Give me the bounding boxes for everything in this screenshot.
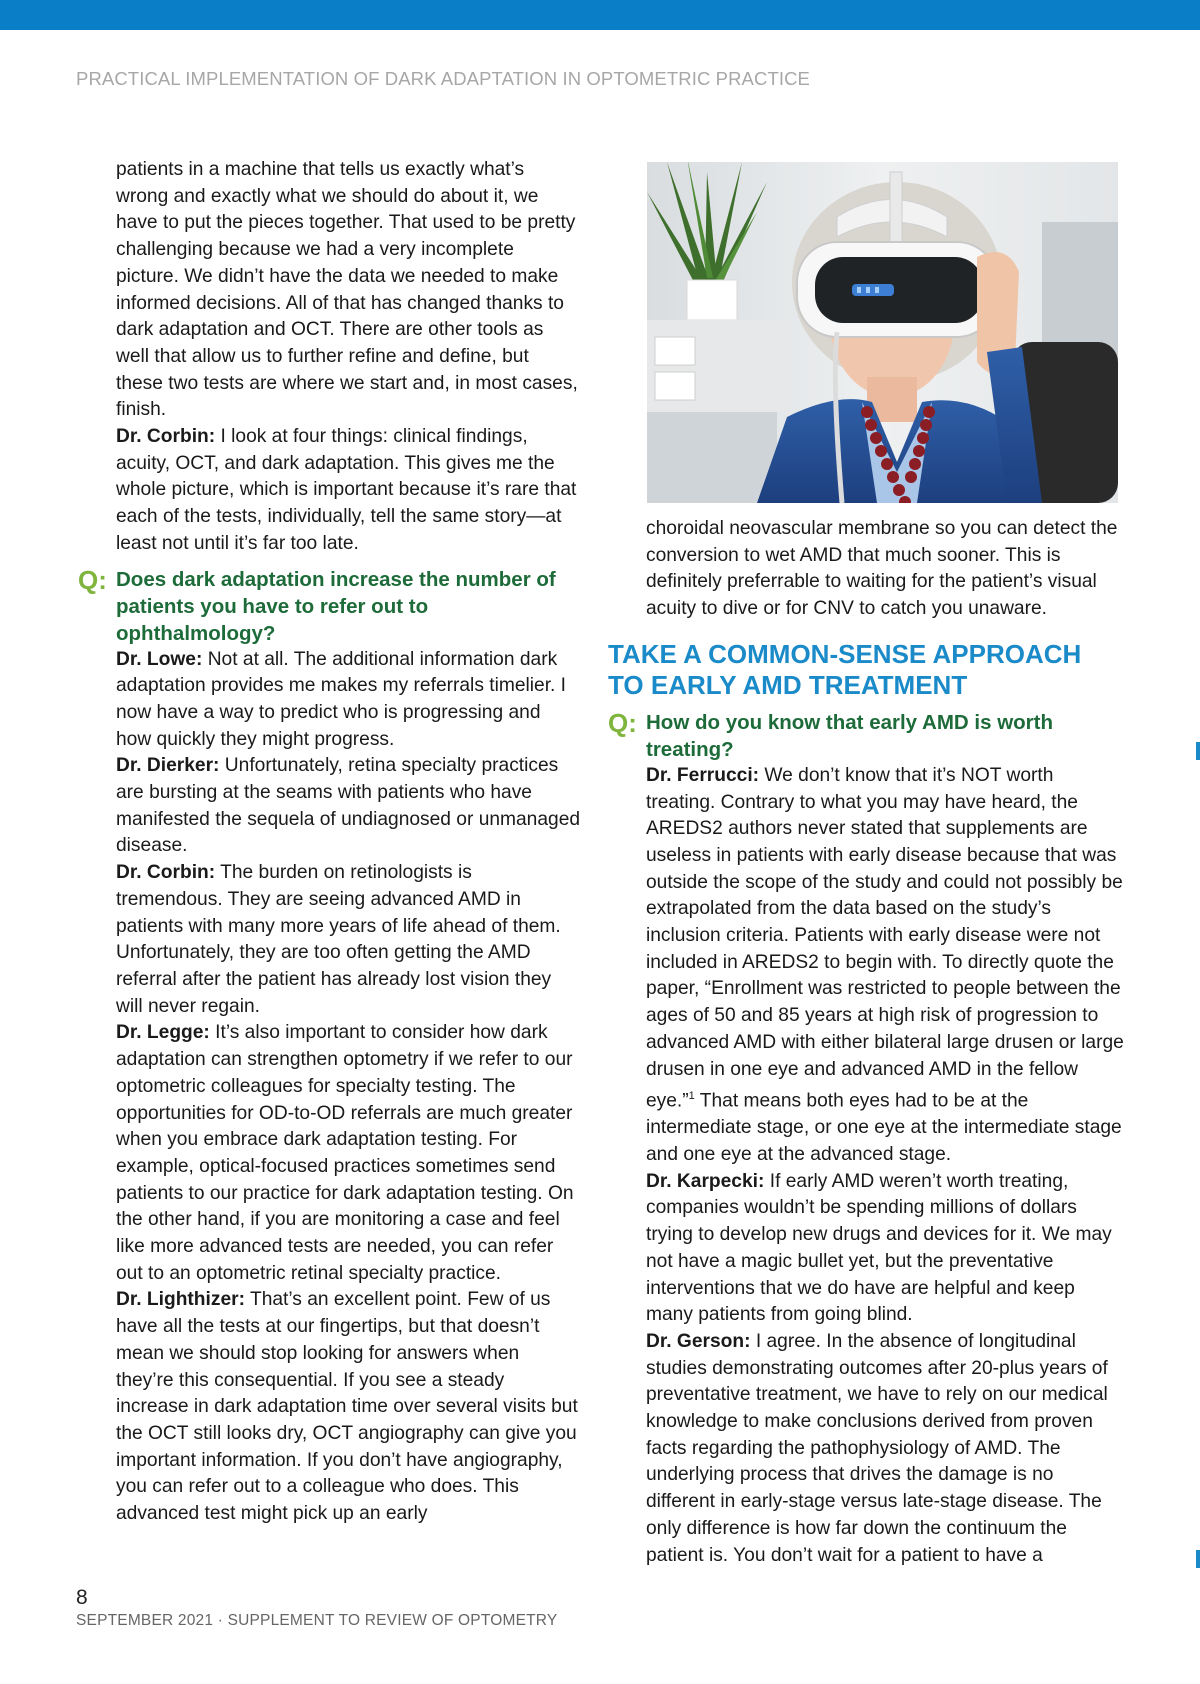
answer-paragraph	[646, 1329, 1126, 1569]
page-number: 8	[76, 1586, 88, 1609]
answer-paragraph	[116, 753, 581, 860]
right-column	[608, 516, 1126, 1569]
section-heading-line: TAKE A COMMON-SENSE APPROACH	[608, 638, 1082, 669]
answer-text: I agree. In the absence of longitudinal studies demonstrating outcomes after 20-plus years of preventative treatment, we have to rely on our medical knowledge to make conclusions derived from proven facts regarding the pathophysiology of AMD. The underlying process that drives the damage is no different in early-stage versus late-stage disease. The only difference is how far down the continuum the patient is. You don’t wait for a patient to have a	[646, 1330, 1108, 1566]
answer-text: I look at four things: clinical findings, acuity, OCT, and dark adaptation. This gives me the whole picture, which is important because it’s rare that each of the tests, individually, tell the same story—at least not until it’s far too late.	[116, 426, 577, 554]
edge-marker	[1196, 742, 1200, 760]
answer-paragraph	[116, 1020, 581, 1287]
answer-paragraph	[646, 1169, 1126, 1329]
speaker-name: Dr. Corbin:	[116, 862, 216, 884]
answer-text: That means both eyes had to be at the intermediate stage, or one eye at the intermediate stage and one eye at the advanced stage.	[646, 1090, 1122, 1166]
speaker-name: Dr. Lowe:	[116, 648, 203, 670]
speaker-name: Dr. Legge:	[116, 1022, 210, 1044]
answer-text: That’s an excellent point. Few of us have all the tests at our fingertips, but that doesn’t mean we should stop looking for answers when they’re this consequential. If you see a steady increase in dark adaptation time over several visits but the OCT still looks dry, OCT angiography can give you important information. If you don’t have angiography, you can refer out to a colleague who does. This advanced test might pick up an early	[116, 1289, 578, 1525]
speaker-name: Dr. Ferrucci:	[646, 764, 760, 786]
edge-marker	[1196, 1550, 1200, 1568]
answer-paragraph	[116, 647, 581, 754]
answer-text: It’s also important to consider how dark adaptation can strengthen optometry if we refer to our optometric colleagues for specialty testing. The opportunities for OD-to-OD referrals are much greater when you embrace dark adaptation testing. For example, optical-focused practices sometimes send patients to our practice for dark adaptation testing. On the other hand, if you are monitoring a case and feel like more advanced tests are needed, you can refer out to an optometric retinal specialty practice.	[116, 1022, 574, 1284]
speaker-name: Dr. Lighthizer:	[116, 1289, 245, 1311]
left-column	[78, 157, 581, 1528]
speaker-name: Dr. Corbin:	[116, 426, 216, 448]
answer-paragraph	[646, 763, 1126, 1169]
answer-text: The burden on retinologists is tremendous. They are seeing advanced AMD in patients with many more years of life ahead of them. Unfortunately, they are too often getting the AMD referral after the patient has already lost vision they will never regain.	[116, 862, 561, 1017]
speaker-name: Dr. Gerson:	[646, 1330, 751, 1352]
speaker-name: Dr. Karpecki:	[646, 1170, 765, 1192]
answer-paragraph	[116, 860, 581, 1020]
section-heading	[608, 639, 1126, 701]
answer-text: Not at all. The additional information dark adaptation provides me makes my referrals timelier. I now have a way to predict who is progressing and how quickly they might progress.	[116, 648, 567, 750]
question-block	[608, 707, 1126, 763]
running-head: PRACTICAL IMPLEMENTATION OF DARK ADAPTATION IN OPTOMETRIC PRACTICE	[76, 68, 810, 89]
question-text: Does dark adaptation increase the number of patients you have to refer out to ophthalmology?	[116, 567, 556, 645]
question-block	[78, 564, 581, 647]
answer-paragraph	[116, 1287, 581, 1527]
answer-text: If early AMD weren’t worth treating, companies wouldn’t be spending millions of dollars trying to develop new drugs and devices for it. We may not have a magic bullet yet, but the preventative interventions that we do have are helpful and keep many patients from going blind.	[646, 1170, 1112, 1326]
question-text: How do you know that early AMD is worth treating?	[646, 710, 1053, 761]
answer-text: We don’t know that it’s NOT worth treating. Contrary to what you may have heard, the AREDS2 authors never stated that supplements are useless in patients with early disease because that was outside the scope of the study and could not possibly be extrapolated from the data based on the study’s inclusion criteria. Patients with early disease were not included in AREDS2 to begin with. To directly quote the paper, “Enrollment was restricted to people between the ages of 50 and 85 years at high risk of progression to advanced AMD with either bilateral large drusen or large drusen in one eye and advanced AMD in the fellow eye.”	[646, 764, 1124, 1112]
footer: SEPTEMBER 2021 · SUPPLEMENT TO REVIEW OF OPTOMETRY	[76, 1612, 558, 1629]
footnote-marker: 1	[688, 1090, 695, 1103]
top-color-bar	[0, 0, 1200, 30]
question-marker: Q:	[78, 564, 107, 595]
question-marker: Q:	[608, 707, 637, 738]
answer-text: Unfortunately, retina specialty practices are bursting at the seams with patients who have manifested the sequela of undiagnosed or unmanaged disease.	[116, 755, 581, 857]
continuation-paragraph: choroidal neovascular membrane so you can detect the conversion to wet AMD that much sooner. This is definitely preferrable to waiting for the patient’s visual acuity to dive or for CNV to catch you unaware.	[646, 518, 1118, 620]
photo-illustration	[647, 162, 1118, 503]
answer-paragraph	[116, 424, 581, 558]
intro-paragraph: patients in a machine that tells us exactly what’s wrong and exactly what we should do about it, we have to put the pieces together. That used to be pretty challenging because we had a very incomplete picture. We didn’t have the data we needed to make informed decisions. All of that has changed thanks to dark adaptation and OCT. There are other tools as well that allow us to further refine and define, but these two tests are where we start and, in most cases, finish.	[116, 159, 578, 421]
patient-headset-photo	[647, 162, 1118, 503]
section-heading-line: TO EARLY AMD TREATMENT	[608, 669, 968, 700]
speaker-name: Dr. Dierker:	[116, 755, 220, 777]
